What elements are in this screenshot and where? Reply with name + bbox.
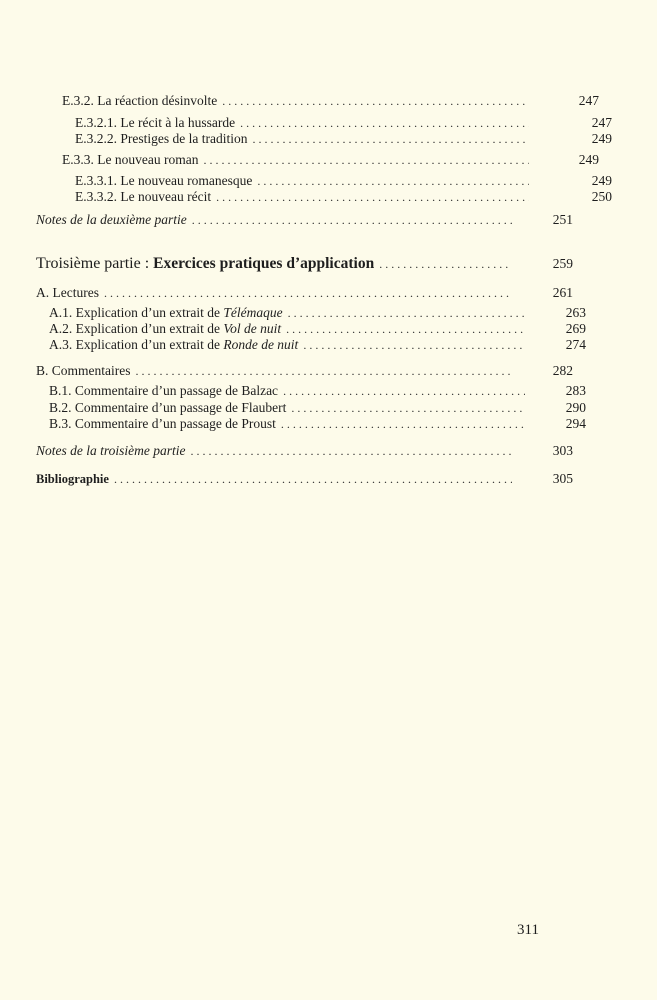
- part-heading-prefix: Troisième partie :: [36, 255, 154, 272]
- toc-label: B.2. Commentaire d’un passage de Flaubert: [49, 400, 287, 415]
- toc-label: B.1. Commentaire d’un passage de Balzac: [49, 383, 279, 398]
- toc-page-number: 282: [512, 362, 573, 380]
- page-number: 311: [517, 922, 539, 938]
- toc-label: E.3.2.1. Le récit à la hussarde: [75, 115, 236, 130]
- toc-page-number: 269: [525, 320, 586, 338]
- toc-label: E.3.2. La réaction désinvolte: [62, 93, 218, 108]
- toc-row: [75, 188, 612, 206]
- toc-page-number: 305: [512, 470, 573, 488]
- toc-label: E.3.3.1. Le nouveau romanesque: [75, 173, 253, 188]
- toc-page-number: 303: [512, 442, 573, 460]
- toc-page-number: 290: [525, 399, 586, 417]
- toc-label: A.3. Explication d’un extrait de Ronde de nuit: [49, 337, 299, 352]
- dot-leader: [203, 151, 529, 169]
- dot-leader: [190, 442, 529, 460]
- toc-label: B. Commentaires: [36, 363, 131, 378]
- toc-page-number: 249: [551, 130, 612, 148]
- toc-page-number: 261: [512, 284, 573, 302]
- toc-page-number: 263: [525, 304, 586, 322]
- toc-row: [62, 92, 599, 110]
- toc-row: [36, 470, 573, 488]
- toc-page-number: 249: [551, 172, 612, 190]
- toc-label: B.3. Commentaire d’un passage de Proust: [49, 416, 276, 431]
- toc-row: [49, 382, 586, 400]
- part-heading: [36, 255, 573, 273]
- toc-row: [36, 442, 573, 460]
- dot-leader: [136, 362, 530, 380]
- dot-leader: [379, 255, 529, 273]
- toc-page-number: 294: [525, 415, 586, 433]
- dot-leader: [252, 130, 529, 148]
- dot-leader: [283, 382, 529, 400]
- toc-page-number: 247: [551, 114, 612, 132]
- toc-label: A.1. Explication d’un extrait de Télémaque: [49, 305, 283, 320]
- dot-leader: [114, 470, 529, 488]
- toc-label: E.3.3.2. Le nouveau récit: [75, 189, 212, 204]
- toc-row: [49, 336, 586, 354]
- toc-label: Bibliographie: [36, 472, 109, 486]
- toc-label: A. Lectures: [36, 285, 99, 300]
- toc-row: [62, 151, 599, 169]
- toc-row: [36, 362, 573, 380]
- toc-page-number: 274: [525, 336, 586, 354]
- work-title: Ronde de nuit: [223, 337, 299, 352]
- dot-leader: [222, 92, 529, 110]
- toc-page-number: 247: [538, 92, 599, 110]
- toc-label: Notes de la troisième partie: [36, 443, 186, 458]
- toc-row: [49, 415, 586, 433]
- toc-page-number: 283: [525, 382, 586, 400]
- toc-page-number: 249: [538, 151, 599, 169]
- toc-label: Notes de la deuxième partie: [36, 212, 187, 227]
- part-heading-label: [36, 255, 374, 273]
- toc-row: [36, 211, 573, 229]
- toc-row: [36, 284, 573, 302]
- toc-label: E.3.2.2. Prestiges de la tradition: [75, 131, 248, 146]
- toc-page-number: 259: [512, 255, 573, 273]
- dot-leader: [281, 415, 529, 433]
- dot-leader: [104, 284, 529, 302]
- dot-leader: [216, 188, 529, 206]
- dot-leader: [303, 336, 529, 354]
- toc-page-number: 251: [512, 211, 573, 229]
- toc-label: E.3.3. Le nouveau roman: [62, 152, 199, 167]
- work-title: Vol de nuit: [223, 321, 282, 336]
- toc-label: A.2. Explication d’un extrait de Vol de nuit: [49, 321, 282, 336]
- toc-row: [75, 130, 612, 148]
- work-title: Télémaque: [223, 305, 283, 320]
- toc-page-number: 250: [551, 188, 612, 206]
- part-heading-title: Exercices pratiques d’application: [153, 255, 375, 272]
- dot-leader: [192, 211, 529, 229]
